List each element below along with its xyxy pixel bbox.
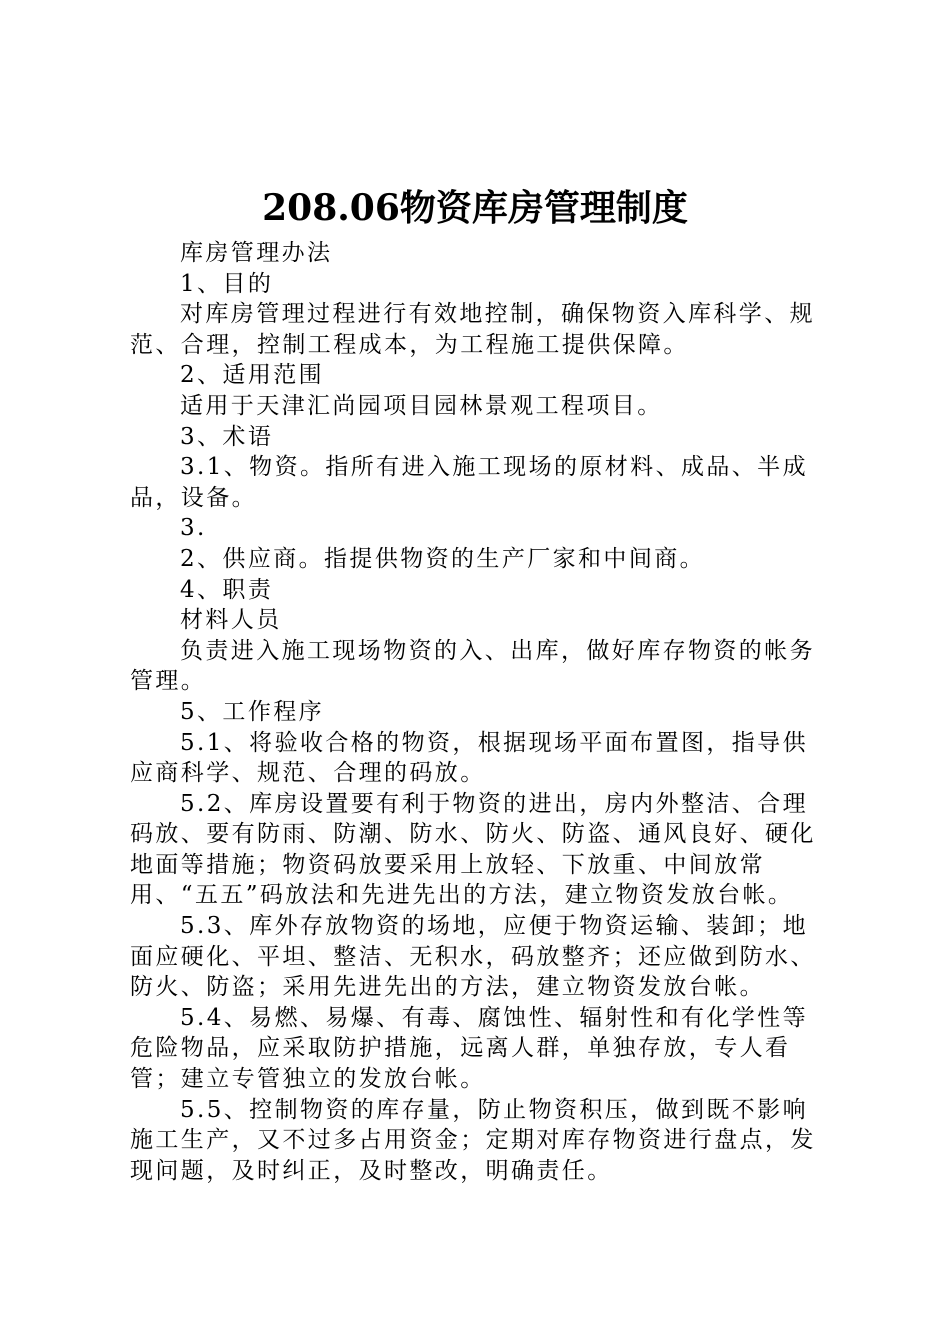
paragraph-purpose: 对库房管理过程进行有效地控制，确保物资入库科学、规范、合理，控制工程成本，为工程施工提供保障。 (130, 301, 815, 358)
paragraph-scope: 适用于天津汇尚园项目园林景观工程项目。 (180, 392, 663, 419)
section-heading-procedure: 5、工作程序 (180, 698, 325, 725)
section-heading-scope: 2、适用范围 (180, 362, 325, 389)
paragraph-fragment: 3. (180, 515, 207, 542)
paragraph-term-materials: 3.1、物资。指所有进入施工现场的原材料、成品、半成品，设备。 (130, 454, 808, 511)
paragraph-term-supplier: 2、供应商。指提供物资的生产厂家和中间商。 (180, 545, 706, 572)
paragraph-heading: 库房管理办法 (180, 240, 333, 266)
paragraph-procedure-5-1: 5.1、将验收合格的物资，根据现场平面布置图，指导供应商科学、规范、合理的码放。 (130, 729, 808, 787)
paragraph-procedure-5-3: 5.3、库外存放物资的场地，应便于物资运输、装卸；地面应硬化、平坦、整洁、无积水，码放整齐；还应做到防水、防火、防盗；采用先进先出的方法，建立物资发放台帐。 (130, 913, 816, 1001)
section-heading-purpose: 1、目的 (180, 270, 274, 297)
section-heading-terms: 3、术语 (180, 423, 274, 450)
paragraph-role: 材料人员 (180, 607, 282, 634)
paragraph-procedure-5-4: 5.4、易燃、易爆、有毒、腐蚀性、辐射性和有化学性等危险物品，应采取防护措施，远离人群，单独存放，专人看管；建立专管独立的发放台帐。 (130, 1004, 808, 1093)
paragraph-procedure-5-5: 5.5、控制物资的库存量，防止物资积压，做到既不影响施工生产，又不过多占用资金；定期对库存物资进行盘点，发现问题，及时纠正，及时整改，明确责任。 (130, 1096, 816, 1184)
paragraph-duties: 负责进入施工现场物资的入、出库，做好库存物资的帐务管理。 (130, 637, 815, 695)
section-heading-duties: 4、职责 (180, 576, 274, 603)
paragraph-procedure-5-2: 5.2、库房设置要有利于物资的进出，房内外整洁、合理码放、要有防雨、防潮、防水、防火、防盗、通风良好、硬化地面等措施；物资码放要采用上放轻、下放重、中间放常用、“五五”码放法和先进先出的方法，建立物资发放台帐。 (130, 790, 816, 909)
document-title: 208.06物资库房管理制度 (262, 187, 688, 229)
document-body (130, 238, 830, 1186)
